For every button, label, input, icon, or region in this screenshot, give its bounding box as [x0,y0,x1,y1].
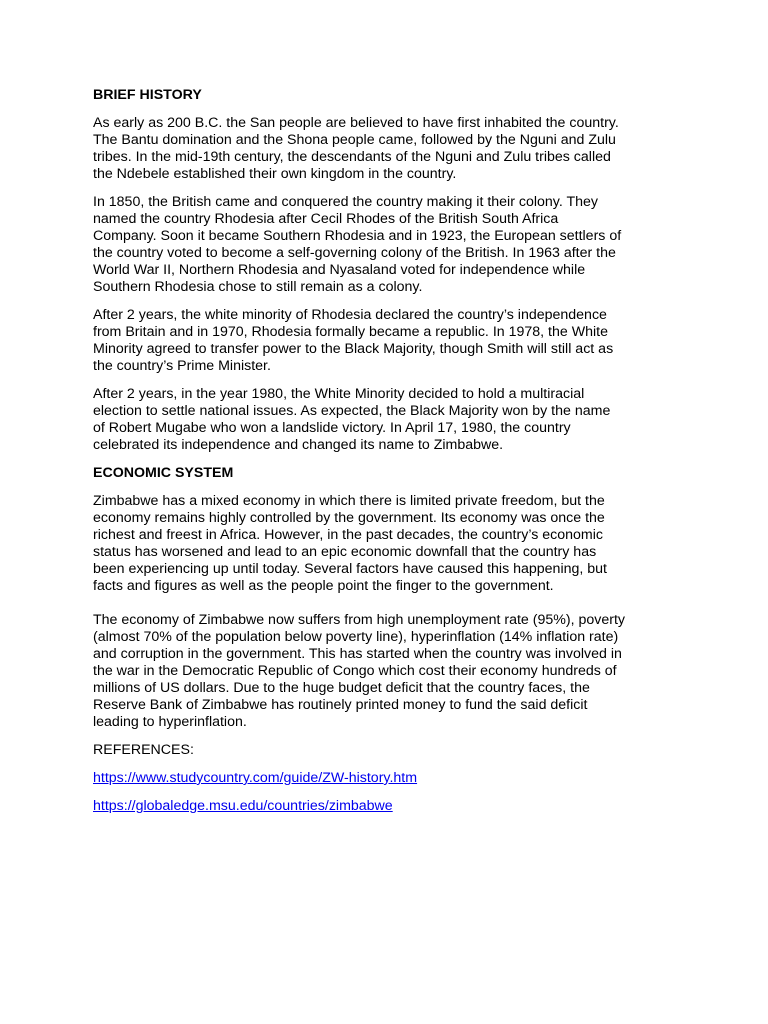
paragraph-economic-problems: The economy of Zimbabwe now suffers from high unemployment rate (95%), poverty (almost 70% of the population below poverty line), hyperinflation (14% inflation rate) and corruption in the government. This has started when the country was involved in the war in the Democratic Republic of Congo which cost their economy hundreds of millions of US dollars. Due to the huge budget deficit that the country faces, the Reserve Bank of Zimbabwe has routinely printed money to fund the said deficit leading to hyperinflation. [93,612,626,730]
section-heading-economic-system: ECONOMIC SYSTEM [93,465,234,481]
references-label: REFERENCES: [93,742,194,758]
paragraph-independence-declaration: After 2 years, the white minority of Rhodesia declared the country’s independence from Britain and in 1970, Rhodesia formally became a republic. In 1978, the White Minority agreed to transfer power to the Black Majority, though Smith will still act as the country’s Prime Minister. [93,307,614,374]
paragraph-early-inhabitants: As early as 200 B.C. the San people are believed to have first inhabited the country. The Bantu domination and the Shona people came, followed by the Nguni and Zulu tribes. In the mid-19th century, the descendants of the Nguni and Zulu tribes called the Ndebele established their own kingdom in the country. [93,115,619,182]
paragraph-mixed-economy: Zimbabwe has a mixed economy in which there is limited private freedom, but the economy remains highly controlled by the government. Its economy was once the richest and freest in Africa. However, in the past decades, the country’s economic status has worsened and lead to an epic economic downfall that the country has been experiencing up until today. Several factors have caused this happening, but facts and figures as well as the people point the finger to the government. [93,493,607,594]
reference-link-globaledge[interactable]: https://globaledge.msu.edu/countries/zimbabwe [93,798,393,814]
paragraph-british-colony: In 1850, the British came and conquered the country making it their colony. They named the country Rhodesia after Cecil Rhodes of the British South Africa Company. Soon it became Southern Rhodesia and in 1923, the European settlers of the country voted to become a self-governing colony of the British. In 1963 after the World War II, Northern Rhodesia and Nyasaland voted for independence while Southern Rhodesia chose to still remain as a colony. [93,194,622,295]
section-heading-brief-history: BRIEF HISTORY [93,87,202,103]
reference-link-studycountry[interactable]: https://www.studycountry.com/guide/ZW-history.htm [93,770,418,786]
paragraph-1980-election: After 2 years, in the year 1980, the White Minority decided to hold a multiracial election to settle national issues. As expected, the Black Majority won by the name of Robert Mugabe who won a landslide victory. In April 17, 1980, the country celebrated its independence and changed its name to Zimbabwe. [93,386,611,453]
